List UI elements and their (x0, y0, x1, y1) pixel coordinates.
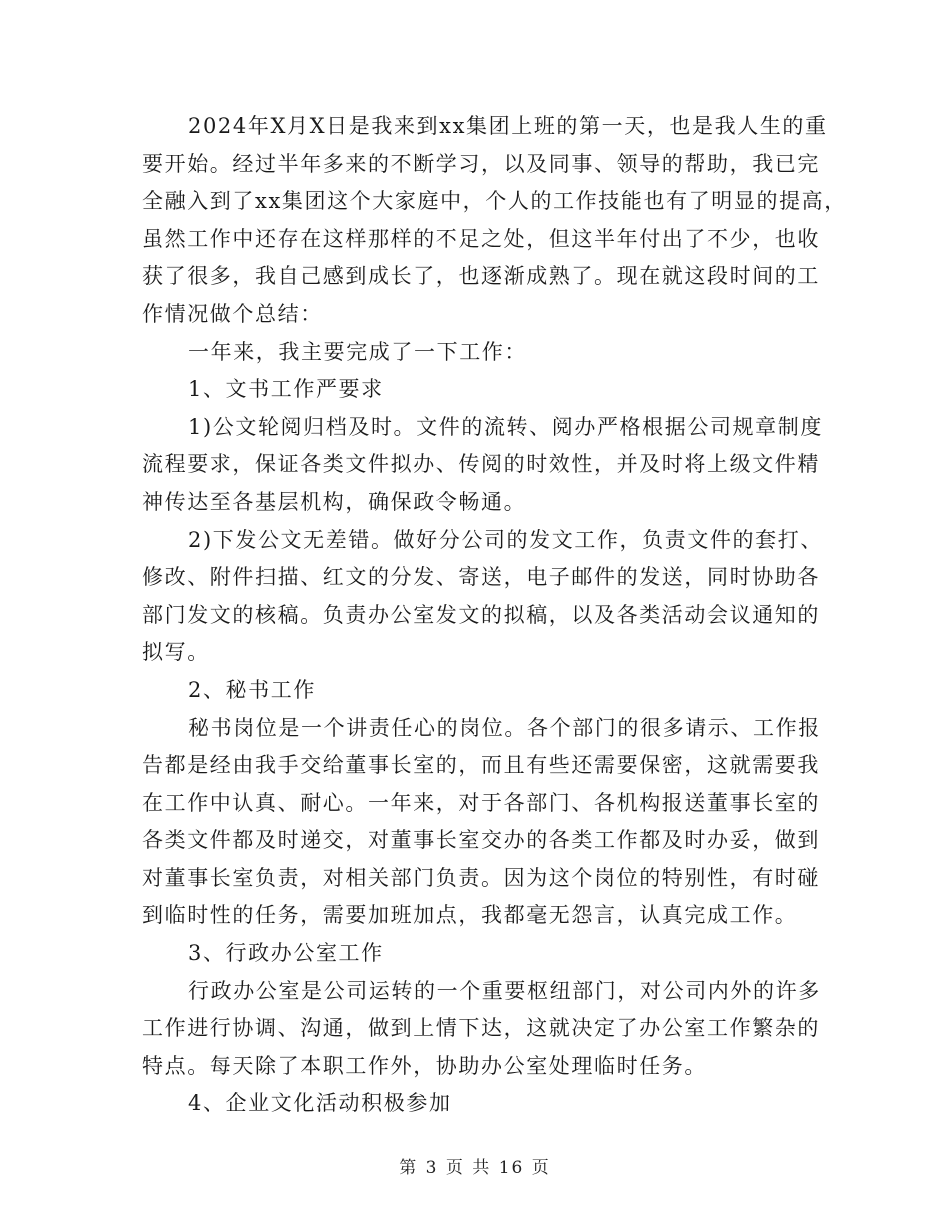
text-line: 告都是经由我手交给董事长室的，而且有些还需要保密，这就需要我 (142, 753, 820, 778)
text-line: 到临时性的任务，需要加班加点，我都毫无怨言，认真完成工作。 (142, 903, 798, 928)
text-line: 拟写。 (142, 640, 210, 665)
text-line: 部门发文的核稿。负责办公室发文的拟稿，以及各类活动会议通知的 (142, 602, 820, 627)
text-line: 虽然工作中还存在这样那样的不足之处，但这半年付出了不少，也收 (142, 226, 820, 251)
page-footer: 第 3 页 共 16 页 (399, 1158, 551, 1178)
text-line: 在工作中认真、耐心。一年来，对于各部门、各机构报送董事长室的 (142, 790, 820, 815)
text-line: 2、秘书工作 (188, 677, 316, 702)
text-line: 1、文书工作严要求 (188, 377, 384, 402)
text-line: 秘书岗位是一个讲责任心的岗位。各个部门的很多请示、工作报 (188, 715, 821, 740)
text-line: 对董事长室负责，对相关部门负责。因为这个岗位的特别性，有时碰 (142, 865, 820, 890)
text-line: 行政办公室是公司运转的一个重要枢纽部门，对公司内外的许多 (188, 978, 821, 1003)
document-body (142, 108, 847, 1123)
text-line: 作情况做个总结： (142, 301, 323, 326)
text-line: 获了很多，我自己感到成长了，也逐渐成熟了。现在就这段时间的工 (142, 264, 820, 289)
text-line: 3、行政办公室工作 (188, 941, 384, 966)
text-line: 要开始。经过半年多来的不断学习，以及同事、领导的帮助，我已完 (142, 151, 820, 176)
text-line: 修改、附件扫描、红文的分发、寄送，电子邮件的发送，同时协助各 (142, 565, 820, 590)
text-line: 工作进行协调、沟通，做到上情下达，这就决定了办公室工作繁杂的 (142, 1016, 820, 1041)
text-line: 流程要求，保证各类文件拟办、传阅的时效性，并及时将上级文件精 (142, 452, 820, 477)
text-line: 神传达至各基层机构，确保政令畅通。 (142, 489, 527, 514)
text-line: 4、企业文化活动积极参加 (188, 1091, 452, 1116)
text-line: 1)公文轮阅归档及时。文件的流转、阅办严格根据公司规章制度 (188, 414, 823, 439)
text-line: 各类文件都及时递交，对董事长室交办的各类工作都及时办妥，做到 (142, 828, 820, 853)
text-line: 2)下发公文无差错。做好分公司的发文工作，负责文件的套打、 (188, 527, 823, 552)
text-line: 2024年X月X日是我来到xx集团上班的第一天，也是我人生的重 (188, 114, 828, 138)
text-line: 全融入到了xx集团这个大家庭中，个人的工作技能也有了明显的提高， (142, 189, 847, 214)
text-line: 特点。每天除了本职工作外，协助办公室处理临时任务。 (142, 1053, 707, 1078)
text-line: 一年来，我主要完成了一下工作： (188, 339, 527, 364)
